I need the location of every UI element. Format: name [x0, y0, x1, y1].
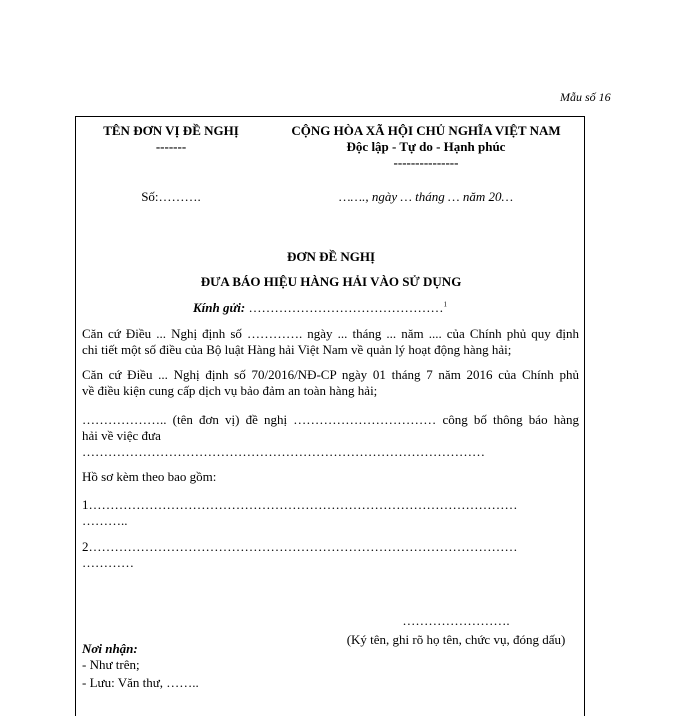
document-number: Số:……….	[141, 189, 201, 204]
country-name: CỘNG HÒA XÃ HỘI CHỦ NGHĨA VIỆT NAM	[291, 123, 561, 138]
document-title: ĐƠN ĐỀ NGHỊ	[286, 249, 376, 264]
request-statement-line2: hải về việc đưa	[82, 428, 161, 443]
recipient-dots: ………………………………………	[245, 300, 444, 315]
signature-note: (Ký tên, ghi rõ họ tên, chức vụ, đóng dấu)	[346, 632, 566, 647]
recipient-footnote: 1	[443, 300, 447, 309]
motto-divider: ---------------	[393, 155, 459, 170]
recipients-label: Nơi nhận:	[82, 641, 138, 656]
national-motto: Độc lập - Tự do - Hạnh phúc	[346, 139, 506, 154]
recipients-item-1: - Như trên;	[82, 657, 140, 672]
form-number: Mẫu số 16	[560, 90, 611, 104]
legal-basis-1	[82, 326, 579, 358]
legal-basis-2	[82, 367, 579, 399]
attachment-item-2-line1: 2………………………………………………………………………………………	[82, 539, 518, 554]
attachment-item-1-line1: 1………………………………………………………………………………………	[82, 497, 518, 512]
attachment-item-2-line2: …………	[82, 555, 134, 570]
attachment-item-2	[82, 539, 579, 571]
org-divider: -------	[155, 139, 187, 154]
recipient-label: Kính gửi:	[193, 300, 246, 315]
org-label: TÊN ĐƠN VỊ ĐỀ NGHỊ	[103, 123, 239, 138]
request-statement-line3: …………………………………………………………………………………	[82, 444, 485, 459]
document-frame	[75, 116, 585, 716]
attachment-item-1-line2: ………..	[82, 513, 128, 528]
legal-basis-2-line1: Căn cứ Điều ... Nghị định số 70/2016/NĐ-CP ngày 01 tháng 7 năm 2016 của Chính phủ	[82, 367, 579, 382]
attachments-label: Hồ sơ kèm theo bao gồm:	[82, 469, 217, 484]
signature-dots: …………………….	[402, 613, 510, 628]
recipient-line	[193, 300, 447, 316]
legal-basis-1-line1: Căn cứ Điều ... Nghị định số …………. ngày ... tháng ... năm .... của Chính phủ quy định	[82, 326, 579, 341]
legal-basis-2-line2: về điều kiện cung cấp dịch vụ bảo đảm an toàn hàng hải;	[82, 383, 378, 398]
attachment-item-1	[82, 497, 579, 529]
request-statement	[82, 412, 579, 460]
request-statement-line1: ……………….. (tên đơn vị) đề nghị …………………………… công bố thông báo hàng	[82, 412, 579, 427]
legal-basis-1-line2: chi tiết một số điều của Bộ luật Hàng hải Việt Nam về quản lý hoạt động hàng hải;	[82, 342, 512, 357]
document-date: ……., ngày … tháng … năm 20…	[338, 189, 514, 204]
recipients-item-2: - Lưu: Văn thư, ……..	[82, 675, 199, 690]
document-subtitle: ĐƯA BÁO HIỆU HÀNG HẢI VÀO SỬ DỤNG	[200, 274, 462, 289]
